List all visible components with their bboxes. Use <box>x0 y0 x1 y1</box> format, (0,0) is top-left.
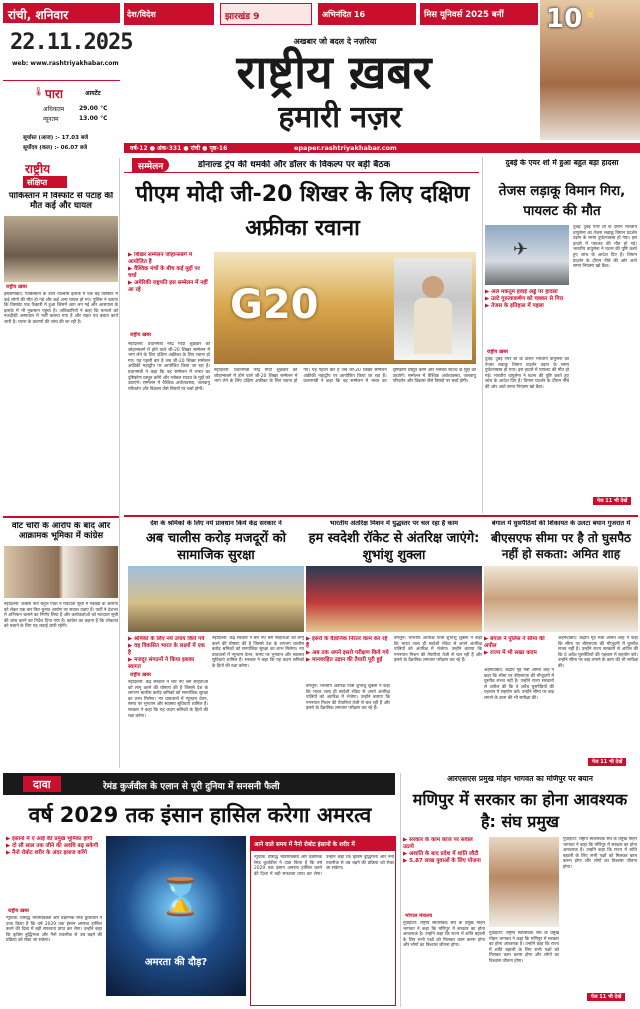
issue-line: वर्ष-12 ● अंक-331 ● रांची ● पृष्ठ-16 <box>130 145 228 152</box>
row2-text2b: बेंगलुरु: भारतीय अंतरिक्ष यात्री शुभांशु शुक्ला ने कहा कि भारत जल्द ही स्वदेशी रॉकेट से अपने अंतरिक्ष यात्रियों को अंतरिक्ष में भेजेगा। उन्होंने बताया कि गगनयान मिशन की तैयारियां तेजी से चल रही हैं और इसरो के वैज्ञानिक लगातार परीक्षण कर रहे हैं। <box>394 636 482 664</box>
row2-bullet: ▶ मानवरहित उड़ान की तैयारी पूरी हुई <box>306 657 390 664</box>
section-label: राष्ट्रीय <box>25 162 51 176</box>
website[interactable]: web: www.rashtriyakhabar.com <box>12 60 119 67</box>
immortality-image <box>106 836 246 996</box>
lead-text-2: नईदिल्ली: प्रधानमंत्री नरेंद्र मोदी शुक्रवार को जोहान्सबर्ग में होने वाले जी-20 शिखर सम्मेलन में भाग लेने के लिए दक्षिण अफ्रीका के लिए रवाना हो गए। यह पहली बार है जब जी-20 शिखर सम्मेलन अफ्रीकी महाद्वीप पर आयोजित किया जा रहा है। प्रधानमंत्री ने कहा कि वह सम्मेलन में भारत का दृष्टिकोण प्रस्तुत करेंगे और ग्लोबल साउथ के मुद्दों को उठाएंगे। सम्मेलन में वैश्विक अर्थव्यवस्था, जलवायु परिवर्तन और विकास जैसे विषयों पर चर्चा होगी। <box>214 368 476 385</box>
row2-top3: बंगाल में घुसपैठियों की शिकायत के उलटा बयान गुजरात में <box>491 520 631 527</box>
row2-more-link[interactable]: पेज 11 भी देखें <box>588 758 626 766</box>
row2-byline1: राष्ट्रीय ख़बर <box>130 672 152 678</box>
bottom-right <box>400 773 638 1007</box>
row2-text1b: नईदिल्ली: केंद्र सरकार ने चार नए श्रम संहिताओं को लागू करने की घोषणा की है जिससे देश के लगभग चालीस करोड़ श्रमिकों को सामाजिक सुरक्षा का लाभ मिलेगा। नए प्रावधानों में न्यूनतम वेतन, समय पर भुगतान और स्वास्थ्य सुविधाएं शामिल हैं। सरकार ने कहा कि यह कदम श्रमिकों के हितों की रक्षा करेगा। <box>212 636 304 669</box>
bottom-right-text-3: गुवाहाटी: राष्ट्रीय स्वयंसेवक संघ के प्रमुख मोहन भागवत ने कहा कि मणिपुर में सरकार का होना आवश्यक है। उन्होंने कहा कि राज्य में शांति बहाली के लिए सभी पक्षों को मिलकर काम करना होगा और लोगों का विश्वास जीतना होगा। <box>563 837 637 870</box>
section-sub: संक्षिप्त <box>23 176 67 188</box>
row2-bullets2 <box>306 636 390 664</box>
sunrise: सूर्योदय (कल) :- 06.07 बजे <box>23 145 88 151</box>
right-text-1: दुबई: दुबई एयर शो के दौरान भारतीय वायुसेना का तेजस लड़ाकू विमान प्रदर्शन उड़ान के समय दुर्घटनाग्रस्त हो गया। इस हादसे में पायलट की मौत हो गई। भारतीय वायुसेना ने घटना की पुष्टि करते हुए जांच के आदेश दिए हैं। विमान प्रदर्शन के दौरान नीचे की ओर आते समय नियंत्रण खो बैठा। <box>485 357 569 390</box>
bottom-left-byline: राष्ट्रीय ख़बर <box>8 908 30 914</box>
masthead <box>0 0 640 155</box>
story2-title: वोट चोरी के आरोप के बाद और आक्रामक भूमिका में कांग्रेस <box>11 522 111 541</box>
crown-icon: ♛ <box>584 6 597 22</box>
min-value: 13.00 °C <box>79 115 108 122</box>
bottom-right-text-1: गुवाहाटी: राष्ट्रीय स्वयंसेवक संघ के प्रमुख मोहन भागवत ने कहा कि मणिपुर में सरकार का होना आवश्यक है। उन्होंने कहा कि राज्य में शांति बहाली के लिए सभी पक्षों को मिलकर काम करना होगा और लोगों का विश्वास जीतना होगा। <box>403 921 485 949</box>
jet-icon: ✈ <box>513 239 529 260</box>
top-banner-3: अभिनंदित 16 <box>318 3 416 25</box>
city-day: रांची, शनिवार <box>3 3 120 23</box>
bottom-right-byline: भोपाल मंत्रालय <box>405 913 433 919</box>
right-bullets <box>485 289 569 310</box>
max-label: अधिकतम <box>43 106 65 113</box>
weather-box <box>3 80 120 155</box>
story1-byline: राष्ट्रीय ख़बर <box>6 284 28 290</box>
row2-text1a: नईदिल्ली: केंद्र सरकार ने चार नए श्रम संहिताओं को लागू करने की घोषणा की है जिससे देश के लगभग चालीस करोड़ श्रमिकों को सामाजिक सुरक्षा का लाभ मिलेगा। नए प्रावधानों में न्यूनतम वेतन, समय पर भुगतान और स्वास्थ्य सुविधाएं शामिल हैं। सरकार ने कहा कि यह कदम श्रमिकों के हितों की रक्षा करेगा। <box>128 680 208 719</box>
bottom-bullet: ▶ दो सौ साल तक जीने की अवधि बढ़ सकेगी <box>6 843 102 850</box>
row2-text3b: अहमदाबाद: केंद्रीय गृह मंत्री अमित शाह ने कहा कि सीमा पर बीएसएफ की मौजूदगी में घुसपैठ संभव नहीं है। उन्होंने राज्य सरकारों से अपील की कि वे अवैध घुसपैठियों की पहचान में सहयोग करें। उन्होंने सीमा पर बाड़ लगाने के काम की भी समीक्षा की। <box>558 636 638 669</box>
hourglass-icon: ⌛ <box>158 877 203 918</box>
lead-bullet: ▶ शिखर सम्मेलन जोहान्सबर्ग में आयोजित है <box>128 252 210 266</box>
row2-bullet: ▶ अब तक अपने इसरो परीक्षण किये गये <box>306 650 390 657</box>
date: 22.11.2025 <box>10 30 133 55</box>
right-byline: राष्ट्रीय ख़बर <box>487 349 509 355</box>
g20-logo: G20 <box>230 282 319 328</box>
paper-subtitle: हमारी नज़र <box>278 100 402 135</box>
right-bullet: ▶ उल्टे गुरुत्वाकर्षण को चक्कर से गिरा <box>485 296 569 303</box>
row2-head1: अब चालीस करोड़ मजदूरों को सामाजिक सुरक्षा <box>145 531 287 563</box>
bottom-bullet: ▶ इंसानों में ए आई की प्रमुख भूमिका होगी <box>6 836 102 843</box>
lead-text-1: नईदिल्ली: प्रधानमंत्री नरेंद्र मोदी शुक्रवार को जोहान्सबर्ग में होने वाले जी-20 शिखर सम्मेलन में भाग लेने के लिए दक्षिण अफ्रीका के लिए रवाना हो गए। यह पहली बार है जब जी-20 शिखर सम्मेलन अफ्रीकी महाद्वीप पर आयोजित किया जा रहा है। प्रधानमंत्री ने कहा कि वह सम्मेलन में भारत का दृष्टिकोण प्रस्तुत करेंगे और ग्लोबल साउथ के मुद्दों को उठाएंगे। सम्मेलन में वैश्विक अर्थव्यवस्था, जलवायु परिवर्तन और विकास जैसे विषयों पर चर्चा होगी। <box>128 342 210 392</box>
story2-photo <box>4 546 118 598</box>
bhagwat-photo <box>489 837 559 927</box>
row2-bullets3 <box>484 636 554 657</box>
row2-bullet: ▶ इसरो के वैज्ञानिक निरंतर काम कर रहे हैं <box>306 636 390 650</box>
shah-photo <box>484 566 638 632</box>
bottom-left-bullets <box>6 836 102 857</box>
right-text-2: दुबई: दुबई एयर शो के दौरान भारतीय वायुसेना का तेजस लड़ाकू विमान प्रदर्शन उड़ान के समय दुर्घटनाग्रस्त हो गया। इस हादसे में पायलट की मौत हो गई। भारतीय वायुसेना ने घटना की पुष्टि करते हुए जांच के आदेश दिए हैं। विमान प्रदर्शन के दौरान नीचे की ओर आते समय नियंत्रण खो बैठा। <box>573 225 637 270</box>
weather-label: पारा <box>45 87 63 101</box>
row2-text2a: बेंगलुरु: भारतीय अंतरिक्ष यात्री शुभांशु शुक्ला ने कहा कि भारत जल्द ही स्वदेशी रॉकेट से अपने अंतरिक्ष यात्रियों को अंतरिक्ष में भेजेगा। उन्होंने बताया कि गगनयान मिशन की तैयारियां तेजी से चल रही हैं और इसरो के वैज्ञानिक लगातार परीक्षण कर रहे हैं। <box>306 684 390 712</box>
right-top-line: दुबई के एयर शो में हुआ बहुत बड़ा हादसा <box>505 159 619 167</box>
row2-bullet: ▶ मजदूर संगठनों ने किया इसका स्वागत <box>128 657 208 671</box>
weather-unit: आयटेंट <box>85 90 101 97</box>
right-headline: तेजस लड़ाकू विमान गिरा, पायलट की मौत <box>498 183 626 219</box>
tejas-photo <box>485 225 569 285</box>
nano-box-title: आने वाले समय में नैनो रोबोट इंसानों के शरीर में <box>251 837 396 851</box>
modi-photo <box>394 258 472 360</box>
bottom-right-more-link[interactable]: पेज 11 भी देखें <box>587 993 625 1001</box>
story1-photo <box>4 216 118 282</box>
right-bullet: ▶ अल मकतूम हवाई अड्डे पर हादसा <box>485 289 569 296</box>
immortality-caption: अमरता की दौड़? <box>144 957 208 968</box>
person-figure <box>422 276 444 298</box>
row2-top1: देश के श्रमिकों के लिए नये प्रावधान किये केंद्र सरकार ने <box>150 520 282 527</box>
workers-photo <box>128 566 304 632</box>
max-value: 29.00 °C <box>79 105 108 112</box>
top-banner-1: देश/विदेश <box>124 3 214 25</box>
bottom-right-bullet: ▶ सरकार के काम काज पर सवाल उठाये <box>403 837 485 851</box>
bottom-right-bullets <box>403 837 485 865</box>
sunset: सूर्यास्त (आज) :- 17.03 बजे <box>23 135 89 141</box>
banner-badge: 10 <box>546 4 583 34</box>
row2-top2: भारतीय अंतरिक्ष मिशन में युद्धस्तर पर चल रहा है काम <box>329 520 459 527</box>
row2-head2: हम स्वदेशी रॉकेट से अंतरिक्ष जाएंगे: शुभांशु शुक्ला <box>308 531 480 563</box>
claim-headline: रेमंड कुर्जवील के एलान से पूरी दुनिया में सनसनी फैली <box>103 782 280 792</box>
top-banner-2: झारखंड 9 <box>220 3 312 25</box>
bottom-right-headline: मणिपुर में सरकार का होना आवश्यक है: संघ प्रमुख <box>412 790 628 831</box>
tagline: अखबार जो बदल दे नज़रिया <box>293 37 377 46</box>
banner-photo <box>540 0 640 140</box>
thermometer-icon: 🌡 <box>33 87 45 97</box>
bottom-left-text: न्यूयॉर्क: प्रसिद्ध भविष्यवक्ता और वैज्ञानिक रेमंड कुर्जवील ने दावा किया है कि वर्ष 2029 तक इंसान अमरत्व हासिल करने की दिशा में बड़ी सफलता प्राप्त कर लेगा। उन्होंने कहा कि कृत्रिम बुद्धिमत्ता और नैनो तकनीक से उम्र बढ़ने की प्रक्रिया को रोका जा सकेगा। <box>6 916 102 944</box>
bottom-left-headline: वर्ष 2029 तक इंसान हासिल करेगा अमरत्व <box>28 803 372 827</box>
lead-byline: राष्ट्रीय ख़बर <box>130 332 152 338</box>
row2-bullet: ▶ श्रमिकों के लिए नये उपाय किये गये <box>128 636 208 643</box>
lead-headline: पीएम मोदी जी-20 शिखर के लिए दक्षिण अफ्रीका रवाना <box>135 182 470 241</box>
lead-bullet: ▶ वैश्विक मंचों के बीच कई मुद्दों पर चर्चा <box>128 266 210 280</box>
right-bullet: ▶ तेजस के इतिहास में पहला <box>485 303 569 310</box>
divider <box>3 516 120 518</box>
bottom-bullet: ▶ नैनो रोबोट शरीर के अंदर इलाज करेंगे <box>6 850 102 857</box>
person-body <box>414 298 452 354</box>
conference-strip <box>124 157 479 173</box>
lead-bullet: ▶ अमेरिकी राष्ट्रपति इस सम्मेलन में नहीं आ रहे <box>128 280 210 294</box>
left-column <box>3 158 120 768</box>
claim-strip <box>3 773 395 795</box>
story2-text: नईदिल्ली: कांग्रेस नेता राहुल गांधी ने मतदाता सूची में गड़बड़ी के आरोपों को लेकर एक बार फिर चुनाव आयोग पर सवाल उठाए हैं। पार्टी ने देशभर में अभियान चलाने का निर्णय लिया है और कार्यकर्ताओं को मतदाता सूची की जांच करने का निर्देश दिया गया है। कांग्रेस का कहना है कि लोकतंत्र को बचाने के लिए यह लड़ाई जारी रहेगी। <box>4 602 118 630</box>
nano-box <box>250 836 396 1006</box>
space-photo <box>306 566 482 632</box>
row2-bullet: ▶ वह विकसित भारत के लक्ष्यों में एक है <box>128 643 208 657</box>
row2-bullet: ▶ राज्य में भी सख्त कदम <box>484 650 554 657</box>
story1-title: पाकिस्तान में विस्फोट से पटाह की मौत कई और घायल <box>8 192 114 211</box>
g20-photo <box>214 252 476 364</box>
conference-headline: डोनाल्ड ट्रंप की धमकी और डॉलर के विकल्प पर बड़ी बैठक <box>198 160 391 170</box>
paper-title: राष्ट्रीय ख़बर <box>236 45 432 99</box>
row2-head3: बीएसएफ सीमा पर है तो घुसपैठ नहीं हो सकता: अमित शाह <box>490 531 632 561</box>
claim-label: दावा <box>23 776 61 792</box>
bottom-right-text-2: गुवाहाटी: राष्ट्रीय स्वयंसेवक संघ के प्रमुख मोहन भागवत ने कहा कि मणिपुर में सरकार का होना आवश्यक है। उन्होंने कहा कि राज्य में शांति बहाली के लिए सभी पक्षों को मिलकर काम करना होगा और लोगों का विश्वास जीतना होगा। <box>489 931 559 964</box>
row2-text3a: अहमदाबाद: केंद्रीय गृह मंत्री अमित शाह ने कहा कि सीमा पर बीएसएफ की मौजूदगी में घुसपैठ संभव नहीं है। उन्होंने राज्य सरकारों से अपील की कि वे अवैध घुसपैठियों की पहचान में सहयोग करें। उन्होंने सीमा पर बाड़ लगाने के काम की भी समीक्षा की। <box>484 668 554 701</box>
row2-rule <box>124 515 638 517</box>
nano-box-text: न्यूयॉर्क: प्रसिद्ध भविष्यवक्ता और वैज्ञानिक रेमंड कुर्जवील ने दावा किया है कि वर्ष 2029 तक इंसान अमरत्व हासिल करने की दिशा में बड़ी सफलता प्राप्त कर लेगा। उन्होंने कहा कि कृत्रिम बुद्धिमत्ता और नैनो तकनीक से उम्र बढ़ने की प्रक्रिया को रोका जा सकेगा। <box>254 855 394 877</box>
conference-label: सम्मेलन <box>132 158 169 172</box>
story1-text: इस्लामाबाद: पाकिस्तान के उत्तर पश्चिमी इलाके में एक बड़े विस्फोट में कई लोगों की मौत हो गई और कई अन्य घायल हो गए। पुलिस ने बताया कि विस्फोट एक फैक्टरी में हुआ जिसमें आग लग गई और आसपास के इलाके में भी नुकसान पहुंचा है। अधिकारियों ने कहा कि घायलों को नजदीकी अस्पताल में भर्ती कराया गया है और राहत एवं बचाव कार्य जारी है। घटना के कारणों की जांच की जा रही है। <box>4 292 118 325</box>
epaper-link[interactable]: epaper.rashtriyakhabar.com <box>294 144 397 152</box>
bottom-right-bullet: ▶ 5.87 लाख युवाओं के लिए योजना <box>403 858 485 865</box>
right-column <box>482 157 638 513</box>
issue-bar <box>124 143 640 153</box>
right-more-link[interactable]: पेज 11 भी देखें <box>593 497 631 505</box>
bottom-right-bullet: ▶ अशांति के बाद प्रदेश में शांति लौटी <box>403 851 485 858</box>
bottom-right-top-line: आरएसएस प्रमुख मोहन भागवत का मणिपुर पर बयान <box>447 775 593 783</box>
row2-bullet: ▶ बंगाल ने पुलिस ने सीमा की अपील <box>484 636 554 650</box>
min-label: न्यूनतम <box>43 116 59 123</box>
row2-bullets1 <box>128 636 208 671</box>
top-banner-4: मिस यूनिवर्स 2025 बनीं <box>420 3 538 25</box>
